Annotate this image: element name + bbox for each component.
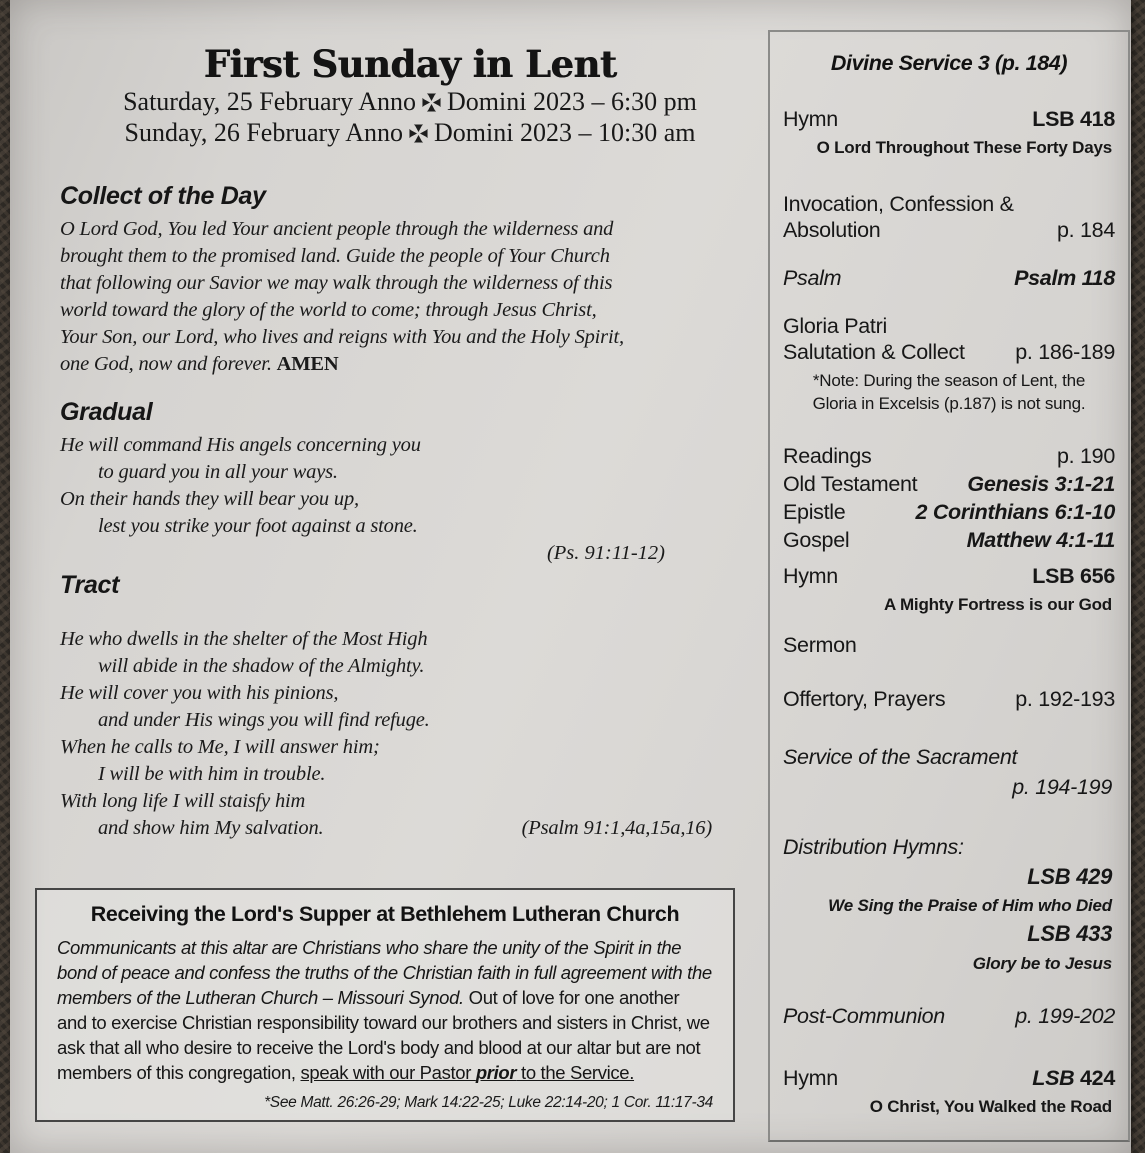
tract-line-text: and show him My salvation. <box>98 817 324 839</box>
tract-reference: (Psalm 91:1,4a,15a,16) <box>521 817 712 839</box>
collect-line: world toward the glory of the world to come; through Jesus Christ, <box>60 299 597 321</box>
invocation-page: p. 184 <box>1057 218 1115 242</box>
cross-icon <box>408 123 429 144</box>
collect-line: brought them to the promised land. Guide the people of Your Church <box>60 245 610 267</box>
collect-line-end: one God, now and forever. <box>60 353 277 375</box>
service-date-saturday <box>60 86 760 117</box>
date-text-pre: Sunday, 26 February Anno <box>124 118 404 147</box>
gospel-label: Gospel <box>783 528 850 552</box>
distribution-hymn-number: LSB 433 <box>1027 921 1112 946</box>
lent-note-line1: *Note: During the season of Lent, the <box>812 371 1086 390</box>
hymn-number-digits: 424 <box>1074 1066 1115 1090</box>
tract-line: will abide in the shadow of the Almighty. <box>98 655 425 677</box>
hymn-title: O Lord Throughout These Forty Days <box>816 138 1112 157</box>
tract-line: He who dwells in the shelter of the Most High <box>60 628 428 650</box>
offertory-page: p. 192-193 <box>1015 687 1115 711</box>
collect-line: that following our Savior we may walk through the wilderness of this <box>60 272 613 294</box>
invocation-block <box>783 191 1115 243</box>
tract-last-line <box>60 815 760 842</box>
offertory-row <box>783 686 1115 712</box>
gospel-reference: Matthew 4:1-11 <box>966 528 1115 552</box>
gradual-reference: (Ps. 91:11-12) <box>546 542 665 564</box>
underline-emphasis: prior <box>475 1062 517 1083</box>
tract-line: and under His wings you will find refuge. <box>98 709 430 731</box>
communion-box-heading: Receiving the Lord's Supper at Bethlehem Lutheran Church <box>90 902 680 926</box>
tract-line: With long life I will staisfy him <box>60 790 306 812</box>
hymn-title: O Christ, You Walked the Road <box>869 1097 1112 1116</box>
epistle-reference: 2 Corinthians 6:1-10 <box>915 500 1115 524</box>
scripture-footnote: *See Matt. 26:26-29; Mark 14:22-25; Luke 22:14-20; 1 Cor. 11:17-34 <box>264 1094 713 1111</box>
readings-label: Readings <box>783 444 872 468</box>
invocation-label2: Absolution <box>783 218 881 242</box>
cross-icon <box>421 92 442 113</box>
date-text-post: Domini 2023 – 10:30 am <box>434 118 696 147</box>
order-of-service-box <box>768 30 1130 1142</box>
hymn-row <box>783 563 1115 589</box>
amen-text: AMEN <box>276 353 339 375</box>
communion-statement-box <box>35 888 735 1122</box>
post-communion-row <box>783 1003 1115 1029</box>
lent-note-line2: Gloria in Excelsis (p.187) is not sung. <box>812 394 1086 413</box>
readings-page: p. 190 <box>1057 444 1115 468</box>
hymn-label: Hymn <box>783 564 838 588</box>
underline-post: to the Service. <box>516 1062 635 1083</box>
spacer <box>60 600 760 626</box>
gradual-heading: Gradual <box>60 398 153 426</box>
offertory-label: Offertory, Prayers <box>783 687 946 711</box>
sermon-row: Sermon <box>783 633 857 657</box>
post-communion-label: Post-Communion <box>783 1004 945 1028</box>
salutation-page: p. 186-189 <box>1015 340 1115 364</box>
hymn-number <box>1032 1065 1115 1091</box>
tract-line: I will be with him in trouble. <box>98 763 326 785</box>
collect-line: Your Son, our Lord, who lives and reigns with You and the Holy Spirit, <box>60 326 624 348</box>
date-text-post: Domini 2023 – 6:30 pm <box>447 87 697 116</box>
psalm-label: Psalm <box>783 266 842 290</box>
hymn-row <box>783 106 1115 132</box>
sacrament-label: Service of the Sacrament <box>783 745 1018 769</box>
gradual-line: He will command His angels concerning you <box>60 434 421 456</box>
invocation-label: Invocation, Confession & <box>783 192 1014 216</box>
distribution-hymn-title: We Sing the Praise of Him who Died <box>828 896 1112 915</box>
hymn-label: Hymn <box>783 1066 838 1090</box>
hymn-number: LSB 656 <box>1032 564 1115 588</box>
service-heading: Divine Service 3 (p. 184) <box>830 51 1068 75</box>
old-testament-row <box>783 471 1115 497</box>
bulletin-page <box>10 0 1131 1153</box>
tract-line: When he calls to Me, I will answer him; <box>60 736 380 758</box>
distribution-hymn-number: LSB 429 <box>1027 864 1112 889</box>
readings-row <box>783 443 1115 469</box>
collect-line: O Lord God, You led Your ancient people through the wilderness and <box>60 218 614 240</box>
old-testament-label: Old Testament <box>783 472 918 496</box>
gradual-line: lest you strike your foot against a stone. <box>98 515 418 537</box>
hymn-label: Hymn <box>783 107 838 131</box>
communion-regular-text: Out of love for one another and to exercise Christian responsibility toward our brothers and sisters in Christ, we ask that all who desire to receive the Lord's body and blood at our altar but are not members of this congregation, <box>57 987 710 1083</box>
tract-heading: Tract <box>60 571 120 599</box>
communion-italic-text: Communicants at this altar are Christians who share the unity of the Spirit in the bond of peace and confess the truths of the Christian faith in full agreement with the members of the Lutheran Church – Missouri Synod. <box>57 937 712 1008</box>
distribution-label: Distribution Hymns: <box>783 835 964 859</box>
gospel-row <box>783 527 1115 553</box>
lent-note <box>783 369 1115 415</box>
salutation-label: Salutation & Collect <box>783 340 965 364</box>
service-date-sunday <box>60 117 760 148</box>
sacrament-page: p. 194-199 <box>1012 775 1112 799</box>
invocation-row <box>783 217 1115 243</box>
collect-heading: Collect of the Day <box>60 182 266 210</box>
underline-pre: speak with our Pastor <box>300 1062 476 1083</box>
collect-line <box>60 351 760 378</box>
hymn-title: A Mighty Fortress is our God <box>883 595 1112 614</box>
distribution-hymn-title: Glory be to Jesus <box>972 954 1112 973</box>
old-testament-reference: Genesis 3:1-21 <box>967 472 1115 496</box>
epistle-row <box>783 499 1115 525</box>
sacrament-block <box>783 744 1115 800</box>
gradual-line: On their hands they will bear you up, <box>60 488 359 510</box>
underlined-phrase <box>301 1062 635 1083</box>
date-text-pre: Saturday, 25 February Anno <box>123 87 417 116</box>
gloria-label: Gloria Patri <box>783 314 887 338</box>
psalm-value: Psalm 118 <box>1014 266 1115 290</box>
tract-line: He will cover you with his pinions, <box>60 682 339 704</box>
gradual-line: to guard you in all your ways. <box>98 461 338 483</box>
hymn-row <box>783 1065 1115 1091</box>
page-title: First Sunday in Lent <box>203 42 617 86</box>
salutation-row <box>783 339 1115 365</box>
gloria-block <box>783 313 1115 365</box>
hymn-number: LSB 418 <box>1032 107 1115 131</box>
communion-box-body <box>57 935 713 1085</box>
hymn-number-lsb: LSB <box>1032 1066 1075 1090</box>
epistle-label: Epistle <box>783 500 846 524</box>
left-column <box>57 0 760 1122</box>
psalm-row <box>783 265 1115 291</box>
post-communion-page: p. 199-202 <box>1015 1004 1115 1028</box>
